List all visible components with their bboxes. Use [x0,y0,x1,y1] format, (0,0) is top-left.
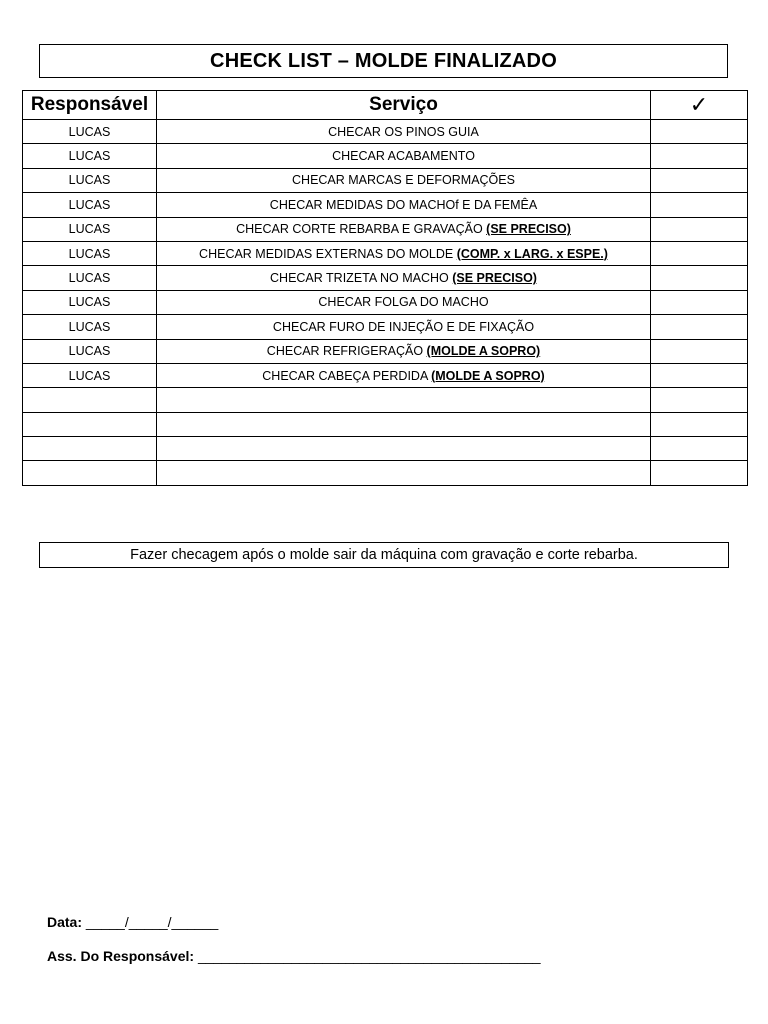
header-servico: Serviço [157,91,651,120]
cell-responsavel: LUCAS [23,168,157,192]
cell-servico [157,437,651,461]
cell-servico [157,266,651,290]
signature-label: Ass. Do Responsável: [47,948,195,964]
table-body [23,120,748,486]
cell-check[interactable] [651,437,748,461]
cell-check[interactable] [651,266,748,290]
table-row [23,120,748,144]
servico-text: CHECAR CABEÇA PERDIDA [262,368,432,383]
cell-responsavel: LUCAS [23,144,157,168]
header-responsavel: Responsável [23,91,157,120]
servico-text: CHECAR FOLGA DO MACHO [318,295,489,310]
table-row [23,339,748,363]
servico-text: CHECAR TRIZETA NO MACHO [270,271,453,286]
table-header-row [23,91,748,120]
cell-servico [157,217,651,241]
cell-check[interactable] [651,388,748,412]
cell-servico [157,144,651,168]
cell-check[interactable] [651,315,748,339]
cell-servico [157,168,651,192]
servico-text: CHECAR REFRIGERAÇÃO [266,344,427,359]
cell-check[interactable] [651,339,748,363]
cell-responsavel [23,388,157,412]
table-row [23,412,748,436]
table-row [23,363,748,387]
servico-note: (MOLDE A SOPRO) [431,368,545,383]
cell-check[interactable] [651,363,748,387]
servico-note: (MOLDE A SOPRO) [426,344,541,359]
cell-servico [157,339,651,363]
cell-check[interactable] [651,461,748,485]
cell-responsavel: LUCAS [23,241,157,265]
servico-text: CHECAR OS PINOS GUIA [328,124,479,139]
servico-text: CHECAR MEDIDAS EXTERNAS DO MOLDE [199,246,457,261]
servico-text: CHECAR MEDIDAS DO MACHOf E DA FEMÊA [269,197,538,212]
cell-check[interactable] [651,412,748,436]
date-line [47,914,218,930]
date-blank[interactable]: _____/_____/______ [82,914,219,930]
cell-responsavel: LUCAS [23,363,157,387]
cell-responsavel: LUCAS [23,339,157,363]
cell-check[interactable] [651,168,748,192]
cell-check[interactable] [651,120,748,144]
servico-text: CHECAR MARCAS E DEFORMAÇÕES [292,173,515,188]
cell-responsavel [23,412,157,436]
servico-note: (SE PRECISO) [486,222,571,237]
cell-responsavel [23,461,157,485]
cell-check[interactable] [651,217,748,241]
table-row [23,241,748,265]
table-row [23,217,748,241]
cell-servico [157,363,651,387]
cell-check[interactable] [651,144,748,168]
table-row [23,437,748,461]
cell-responsavel [23,437,157,461]
date-label: Data: [47,914,83,930]
signature-line [47,948,541,964]
cell-responsavel: LUCAS [23,266,157,290]
servico-text: CHECAR ACABAMENTO [332,149,475,164]
cell-servico [157,193,651,217]
table-row [23,193,748,217]
cell-responsavel: LUCAS [23,193,157,217]
cell-check[interactable] [651,290,748,314]
instruction-note: Fazer checagem após o molde sair da máquina com gravação e corte rebarba. [39,542,729,568]
checklist-table [22,90,748,486]
cell-servico [157,461,651,485]
check-mark-icon: ✓ [689,92,709,118]
servico-text: CHECAR CORTE REBARBA E GRAVAÇÃO [236,222,487,237]
cell-responsavel: LUCAS [23,120,157,144]
cell-servico [157,388,651,412]
servico-text: CHECAR FURO DE INJEÇÃO E DE FIXAÇÃO [272,319,535,334]
cell-servico [157,120,651,144]
cell-responsavel: LUCAS [23,315,157,339]
document-title: CHECK LIST – MOLDE FINALIZADO [39,44,728,78]
table-row [23,266,748,290]
cell-servico [157,290,651,314]
table-row [23,290,748,314]
cell-servico [157,412,651,436]
table-row [23,388,748,412]
header-check [651,91,748,120]
cell-responsavel: LUCAS [23,217,157,241]
cell-servico [157,315,651,339]
table-row [23,461,748,485]
cell-servico [157,241,651,265]
servico-note: (SE PRECISO) [452,271,537,286]
cell-responsavel: LUCAS [23,290,157,314]
signature-blank[interactable]: ____________________________________________ [194,948,541,964]
cell-check[interactable] [651,193,748,217]
table-row [23,168,748,192]
table-row [23,144,748,168]
table-row [23,315,748,339]
cell-check[interactable] [651,241,748,265]
servico-note: (COMP. x LARG. x ESPE.) [456,246,608,261]
